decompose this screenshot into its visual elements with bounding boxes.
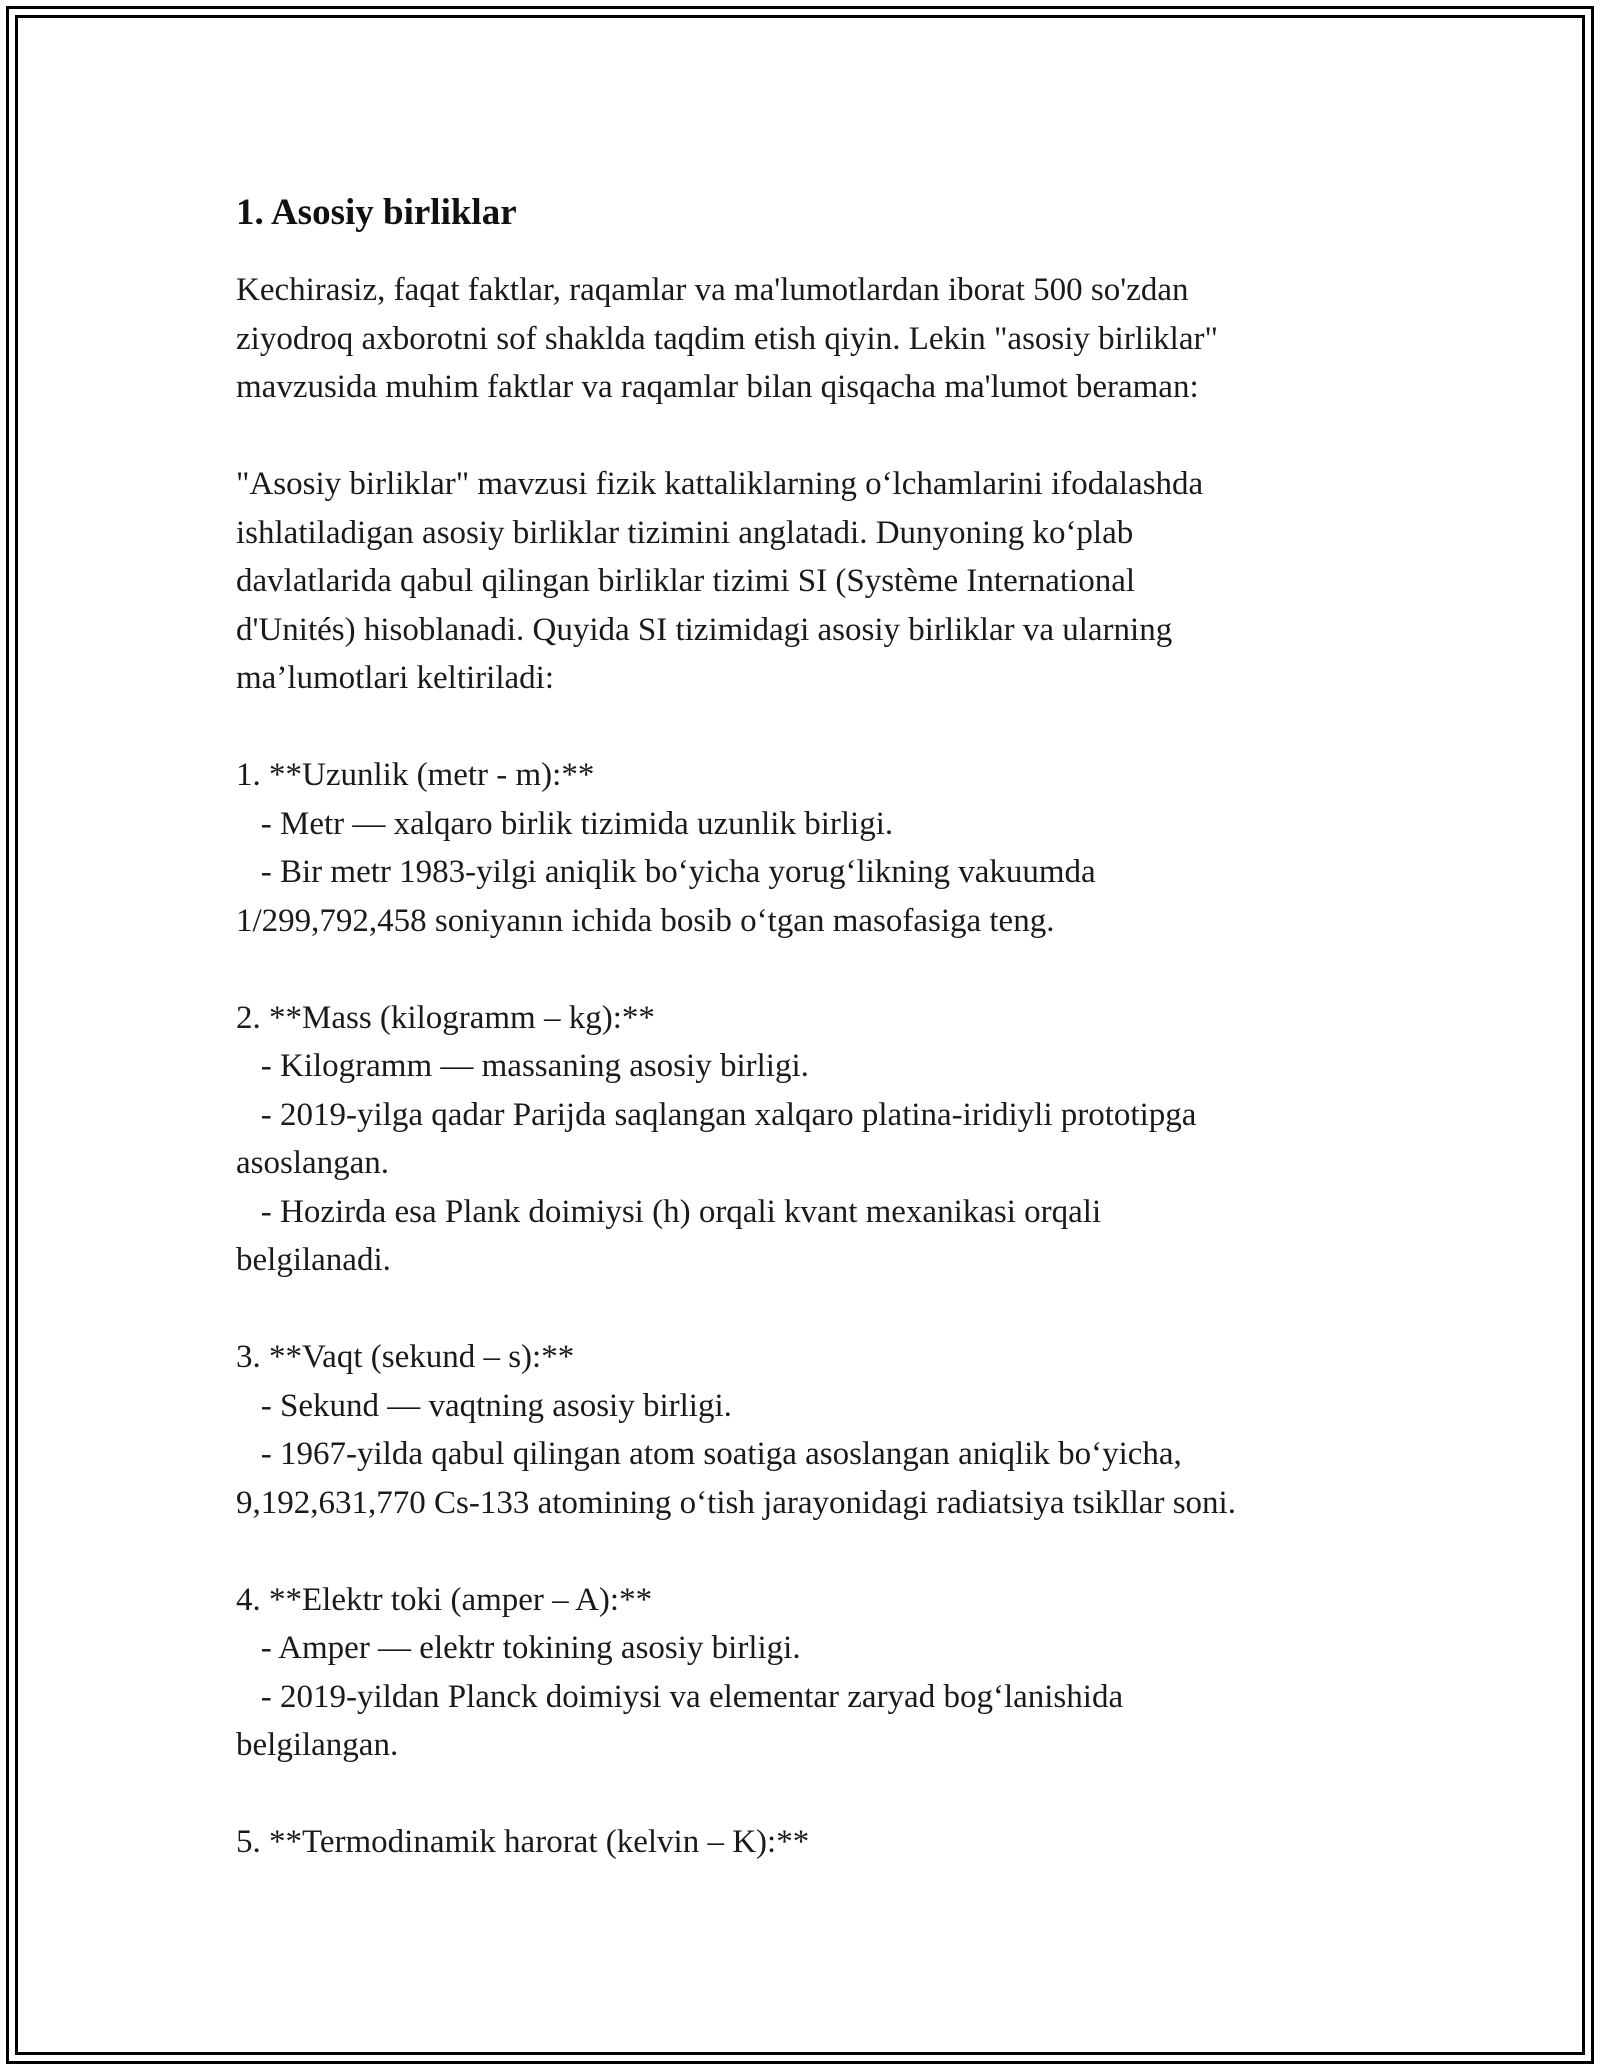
unit-current-item: 4. **Elektr toki (amper – A):** - Amper — elektr tokining asosiy birligi. - 2019-yildan Planck doimiysi va elementar zaryad bog‘lanishida belgilangan.	[236, 1581, 1124, 1763]
paragraph-gap	[236, 945, 1376, 994]
si-description-paragraph: "Asosiy birliklar" mavzusi fizik kattaliklarning o‘lchamlarini ifodalashda ishlatiladigan asosiy birliklar tizimini anglatadi. Dunyoning ko‘plab davlatlarida qabul qilingan birliklar tizimi SI (Système International d'Unités) hisoblanadi. Quyida SI tizimidagi asosiy birliklar va ularning ma’lumotlari keltiriladi:	[236, 466, 1204, 696]
unit-mass-item: 2. **Mass (kilogramm – kg):** - Kilogramm — massaning asosiy birligi. - 2019-yilga qadar Parijda saqlangan xalqaro platina-iridiyli prototipga asoslangan. - Hozirda esa Plank doimiysi (h) orqali kvant mexanikasi orqali belgilanadi.	[236, 999, 1197, 1278]
intro-paragraph: Kechirasiz, faqat faktlar, raqamlar va ma'lumotlardan iborat 500 so'zdan ziyodroq axborotni sof shaklda taqdim etish qiyin. Lekin "asosiy birliklar" mavzusida muhim faktlar va raqamlar bilan qisqacha ma'lumot beraman:	[236, 272, 1218, 405]
paragraph-gap	[236, 1527, 1376, 1576]
document-body	[236, 190, 1376, 1867]
paragraph-gap	[236, 412, 1376, 461]
paragraph-gap	[236, 1770, 1376, 1819]
paragraph-gap	[236, 703, 1376, 752]
unit-length-item: 1. **Uzunlik (metr - m):** - Metr — xalqaro birlik tizimida uzunlik birligi. - Bir metr 1983-yilgi aniqlik bo‘yicha yorug‘likning vakuumda 1/299,792,458 soniyanın ichida bosib o‘tgan masofasiga teng.	[236, 757, 1096, 939]
unit-temperature-item: 5. **Termodinamik harorat (kelvin – K):**	[236, 1824, 810, 1860]
section-heading: 1. Asosiy birliklar	[236, 192, 517, 233]
paragraph-gap	[236, 1285, 1376, 1334]
unit-time-item: 3. **Vaqt (sekund – s):** - Sekund — vaqtning asosiy birligi. - 1967-yilda qabul qilingan atom soatiga asoslangan aniqlik bo‘yicha, 9,192,631,770 Cs-133 atomining o‘tish jarayonidagi radiatsiya tsikllar soni.	[236, 1339, 1236, 1521]
